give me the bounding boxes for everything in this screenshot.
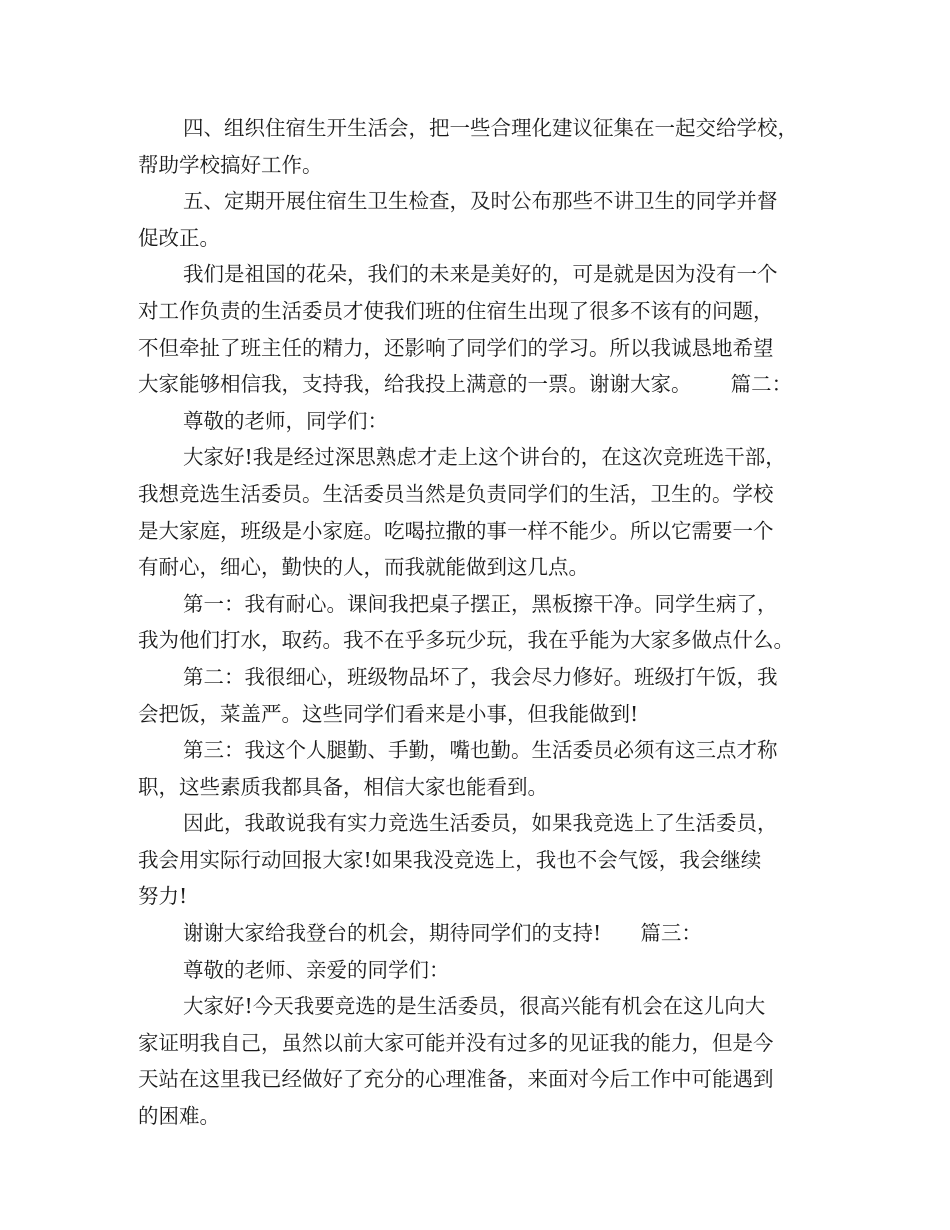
text-line: 是大家庭，班级是小家庭。吃喝拉撒的事一样不能少。所以它需要一个 xyxy=(138,518,774,543)
text-line: 大家能够相信我，支持我，给我投上满意的一票。谢谢大家。 篇二： xyxy=(138,372,793,397)
text-line: 我们是祖国的花朵，我们的未来是美好的，可是就是因为没有一个 xyxy=(183,262,778,287)
text-line: 会把饭，菜盖严。这些同学们看来是小事，但我能做到! xyxy=(138,701,639,726)
text-line: 第三：我这个人腿勤、手勤，嘴也勤。生活委员必须有这三点才称 xyxy=(183,738,778,763)
text-line: 不但牵扯了班主任的精力，还影响了同学们的学习。所以我诚恳地希望 xyxy=(138,335,774,360)
text-line: 谢谢大家给我登台的机会，期待同学们的支持! 篇三： xyxy=(183,921,702,946)
text-line: 家证明我自己，虽然以前大家可能并没有过多的见证我的能力，但是今 xyxy=(138,1030,774,1055)
text-line: 大家好!我是经过深思熟虑才走上这个讲台的，在这次竞班选干部， xyxy=(183,445,786,470)
text-line: 我会用实际行动回报大家!如果我没竞选上，我也不会气馁，我会继续 xyxy=(138,847,762,872)
text-line: 四、组织住宿生开生活会，把一些合理化建议征集在一起交给学校， xyxy=(183,116,798,140)
text-line: 尊敬的老师、亲爱的同学们： xyxy=(183,957,450,982)
text-line: 促改正。 xyxy=(138,225,220,250)
text-line: 帮助学校搞好工作。 xyxy=(138,152,323,177)
text-line: 的困难。 xyxy=(138,1104,220,1129)
text-line: 第二：我很细心，班级物品坏了，我会尽力修好。班级打午饭，我 xyxy=(183,664,778,689)
text-line: 五、定期开展住宿生卫生检查，及时公布那些不讲卫生的同学并督 xyxy=(183,189,778,214)
text-line: 我为他们打水，取药。我不在乎多玩少玩，我在乎能为大家多做点什么。 xyxy=(138,628,794,653)
text-line: 大家好!今天我要竞选的是生活委员，很高兴能有机会在这儿向大 xyxy=(183,994,766,1019)
text-line: 天站在这里我已经做好了充分的心理准备，来面对今后工作中可能遇到 xyxy=(138,1067,774,1092)
text-line: 有耐心，细心，勤快的人，而我就能做到这几点。 xyxy=(138,555,589,580)
document-body xyxy=(138,110,828,1135)
text-line: 第一：我有耐心。课间我把桌子摆正，黑板擦干净。同学生病了， xyxy=(183,591,778,616)
text-line: 对工作负责的生活委员才使我们班的住宿生出现了很多不该有的问题， xyxy=(138,298,774,323)
text-line: 我想竞选生活委员。生活委员当然是负责同学们的生活，卫生的。学校 xyxy=(138,481,774,506)
text-line: 尊敬的老师，同学们： xyxy=(183,408,388,433)
text-line: 职，这些素质我都具备，相信大家也能看到。 xyxy=(138,774,548,799)
text-line: 因此，我敢说我有实力竞选生活委员，如果我竞选上了生活委员， xyxy=(183,811,778,836)
text-line: 努力! xyxy=(138,884,188,909)
